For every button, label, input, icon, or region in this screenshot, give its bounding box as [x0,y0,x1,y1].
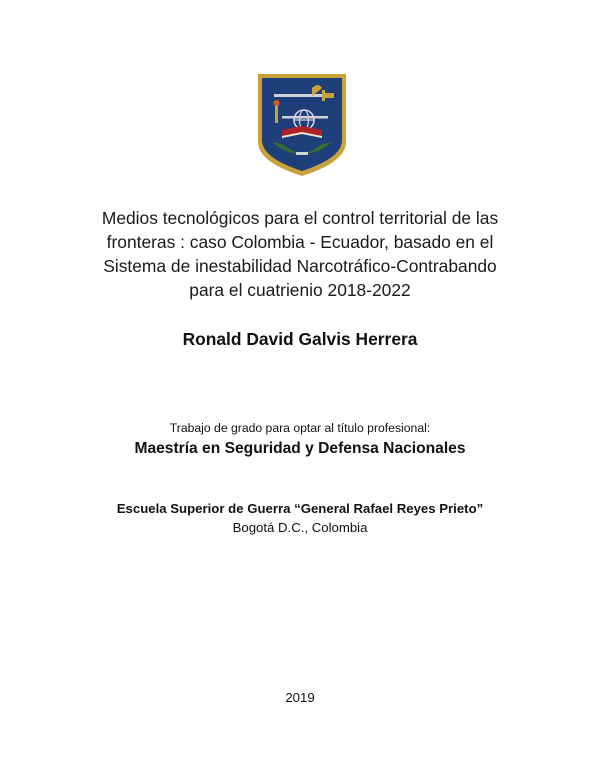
title-line-2: fronteras : caso Colombia - Ecuador, basado en el [106,232,494,252]
degree-title: Maestría en Seguridad y Defensa Nacionales [134,440,466,457]
document-title [60,206,540,302]
publication-year: 2019 [285,690,315,705]
crest-emblem [256,72,348,178]
title-line-1: Medios tecnológicos para el control territorial de las [101,208,499,228]
city-location: Bogotá D.C., Colombia [232,520,368,535]
school-name: Escuela Superior de Guerra “General Rafael Reyes Prieto” [116,501,484,516]
title-line-4: para el cuatrienio 2018-2022 [189,280,411,300]
author-name: Ronald David Galvis Herrera [182,329,418,349]
title-line-3: Sistema de inestabilidad Narcotráfico-Contrabando [103,256,497,276]
degree-intro: Trabajo de grado para optar al título profesional: [169,421,431,435]
